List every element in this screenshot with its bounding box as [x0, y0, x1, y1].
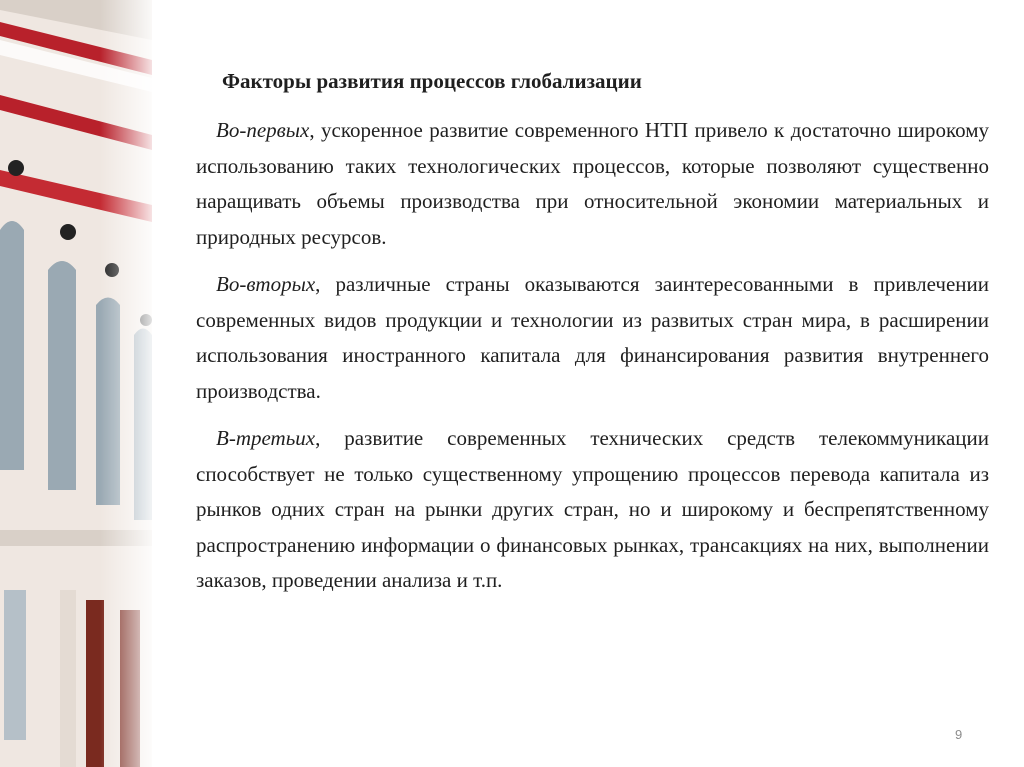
- slide-title: Факторы развития процессов глобализации: [222, 69, 642, 93]
- page-number: 9: [955, 727, 963, 742]
- paragraph-text: , различные страны оказываются заинтересованными в привлечении современных видов продукции и технологии из развитых стран мира, в расширении использования иностранного капитала для финансирования развития внутреннего производства.: [196, 272, 989, 403]
- paragraph-third: [196, 421, 989, 599]
- slide-content: [196, 60, 989, 611]
- paragraph-text: , развитие современных технических средств телекоммуникации способствует не только существенному упрощению процессов перевода капитала из рынков одних стран на рынки других стран, но и широкому и беспрепятственному распространению информации о финансовых рынках, трансакциях на них, выполнении заказов, проведении анализа и т.п.: [196, 426, 989, 593]
- paragraph-first: [196, 113, 989, 255]
- paragraph-second: [196, 267, 989, 409]
- building-facade-image: [0, 0, 152, 767]
- paragraph-text: , ускоренное развитие современного НТП привело к достаточно широкому использованию таких технологических процессов, которые позволяют существенно наращивать объемы производства при относительной экономии материальных и природных ресурсов.: [196, 118, 989, 249]
- paragraph-lead: Во-первых: [216, 118, 310, 143]
- paragraph-lead: Во-вторых: [216, 272, 316, 297]
- paragraph-lead: В-третьих: [216, 426, 316, 451]
